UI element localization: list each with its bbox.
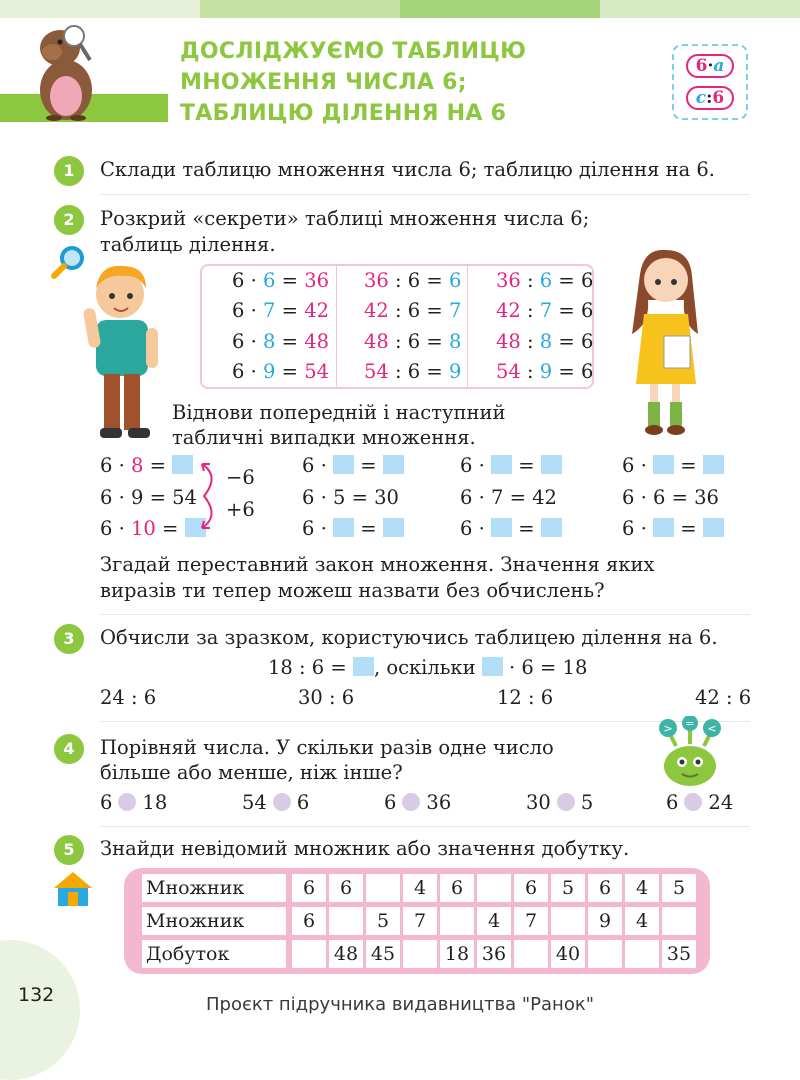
table-cell: 4 <box>625 907 659 935</box>
answer-square[interactable] <box>333 455 354 474</box>
compare-circle[interactable] <box>402 793 420 811</box>
divider <box>100 194 750 195</box>
div-fact: 36 : 6 = 6 <box>364 269 462 292</box>
answer-square[interactable] <box>383 518 404 537</box>
plus-six-label: +6 <box>226 498 255 521</box>
table-cell: 4 <box>625 874 659 902</box>
div-fact: 42 : 7 = 6 <box>496 299 594 323</box>
task-3-number: 3 <box>54 624 84 654</box>
law-question-line-2: виразів ти тепер можеш назвати без обчислень? <box>100 579 605 602</box>
topic-badge <box>672 44 748 120</box>
answer-square[interactable] <box>541 518 562 537</box>
blank-equation: 6 · = <box>302 516 404 542</box>
compare-pair: 6 36 <box>384 791 452 814</box>
task-2-number: 2 <box>54 205 84 235</box>
div1-column <box>364 266 461 387</box>
answer-square[interactable] <box>541 455 562 474</box>
task-3-sample: 18 : 6 = , оскільки · 6 = 18 <box>268 656 588 679</box>
table-cell: 48 <box>329 940 363 968</box>
div-fact: 48 : 8 = 6 <box>496 329 594 353</box>
table-cell[interactable] <box>477 874 511 902</box>
answer-square[interactable] <box>491 455 512 474</box>
monster-mascot-illustration <box>654 716 726 788</box>
answer-square[interactable] <box>703 455 724 474</box>
table-cell: 9 <box>588 907 622 935</box>
compare-pair: 30 5 <box>526 791 594 814</box>
mult-fact: 6 · 9 = 54 <box>232 359 330 383</box>
task-2-text-line-2: таблиць ділення. <box>100 233 276 256</box>
blank-equation: 6 · = <box>622 453 724 479</box>
svg-text:=: = <box>685 717 695 730</box>
restore-instruction-line-1: Віднови попередній і наступний <box>172 401 506 424</box>
div-fact: 54 : 6 = 9 <box>364 359 462 383</box>
title-line-1: ДОСЛІДЖУЄМО ТАБЛИЦЮ <box>180 39 527 64</box>
task-2-text-line-1: Розкрий «секрети» таблиці множення числа 6; <box>100 207 590 230</box>
svg-text:>: > <box>663 722 673 735</box>
top-strip-2 <box>200 0 400 18</box>
answer-square[interactable] <box>482 657 503 676</box>
capybara-mascot-illustration <box>30 22 110 122</box>
answer-square[interactable] <box>491 518 512 537</box>
task-1-text: Склади таблицю множення числа 6; таблицю ділення на 6. <box>100 158 715 181</box>
compare-circle[interactable] <box>684 793 702 811</box>
divider <box>100 721 750 722</box>
page-number: 132 <box>18 984 55 1006</box>
task-3-text: Обчисли за зразком, користуючись таблицею ділення на 6. <box>100 626 718 649</box>
group-equation: 6 · 6 = 36 <box>622 486 719 509</box>
answer-square[interactable] <box>703 518 724 537</box>
table-cell: 6 <box>514 874 548 902</box>
table-cell[interactable] <box>551 907 585 935</box>
divider <box>100 826 750 827</box>
compare-circle[interactable] <box>557 793 575 811</box>
table-cell: 40 <box>551 940 585 968</box>
table-cell[interactable] <box>588 940 622 968</box>
table-cell: 5 <box>662 874 696 902</box>
mult-fact: 6 · 6 = 36 <box>232 269 330 292</box>
div-fact: 48 : 6 = 8 <box>364 329 462 353</box>
table-cell[interactable] <box>292 940 326 968</box>
row-label: Множник <box>142 874 286 902</box>
blank-equation: 6 · = <box>460 453 562 479</box>
table-cell: 6 <box>588 874 622 902</box>
task-4-number: 4 <box>54 734 84 764</box>
row-label: Добуток <box>142 940 286 968</box>
facts-table-divider <box>336 266 337 387</box>
footer-text: Проєкт підручника видавництва "Ранок" <box>205 994 594 1015</box>
table-cell[interactable] <box>440 907 474 935</box>
title-line-3: ТАБЛИЦЮ ДІЛЕННЯ НА 6 <box>180 101 507 126</box>
table-cell: 6 <box>440 874 474 902</box>
homework-house-icon <box>52 870 94 908</box>
div2-column <box>496 266 593 387</box>
group-equation: 6 · 5 = 30 <box>302 486 399 509</box>
factor-table <box>124 868 710 974</box>
table-cell: 7 <box>403 907 437 935</box>
top-strip-1 <box>0 0 200 18</box>
table-cell: 7 <box>514 907 548 935</box>
table-cell: 4 <box>403 874 437 902</box>
table-cell: 45 <box>366 940 400 968</box>
division-expression: 24 : 6 <box>100 686 157 709</box>
facts-table-divider <box>467 266 468 387</box>
answer-square[interactable] <box>172 455 193 474</box>
table-cell: 5 <box>551 874 585 902</box>
example-mid: 6 · 9 = 54 <box>100 486 197 509</box>
table-cell[interactable] <box>514 940 548 968</box>
example-bottom: 6 · 10 = <box>100 516 206 542</box>
answer-square[interactable] <box>653 455 674 474</box>
example-top: 6 · 8 = <box>100 453 193 479</box>
answer-square[interactable] <box>353 657 374 676</box>
compare-pair: 6 18 <box>100 791 168 814</box>
compare-circle[interactable] <box>118 793 136 811</box>
restore-instruction-line-2: табличні випадки множення. <box>172 426 476 449</box>
compare-pair: 54 6 <box>242 791 310 814</box>
div-fact: 36 : 6 = 6 <box>496 269 594 292</box>
table-cell: 4 <box>477 907 511 935</box>
title-line-2: МНОЖЕННЯ ЧИСЛА 6; <box>180 70 467 95</box>
mult-column <box>232 266 329 387</box>
task-5-text: Знайди невідомий множник або значення добутку. <box>100 837 630 860</box>
answer-square[interactable] <box>333 518 354 537</box>
answer-square[interactable] <box>653 518 674 537</box>
group-equation: 6 · 7 = 42 <box>460 486 557 509</box>
row-label: Множник <box>142 907 286 935</box>
table-cell[interactable] <box>329 907 363 935</box>
table-cell: 6 <box>292 907 326 935</box>
badge-line-2: c:6 <box>686 86 734 110</box>
blank-equation: 6 · = <box>460 516 562 542</box>
table-cell: 36 <box>477 940 511 968</box>
task-4-text-line-2: більше або менше, ніж інше? <box>100 761 403 784</box>
compare-pair: 6 24 <box>666 791 734 814</box>
task-5-number: 5 <box>54 835 84 865</box>
facts-table <box>200 264 594 389</box>
table-cell[interactable] <box>625 940 659 968</box>
mult-fact: 6 · 8 = 48 <box>232 329 330 353</box>
girl-illustration <box>620 244 710 440</box>
mult-fact: 6 · 7 = 42 <box>232 299 330 323</box>
blank-equation: 6 · = <box>302 453 404 479</box>
boy-illustration <box>80 258 170 448</box>
answer-square[interactable] <box>383 455 404 474</box>
division-expression: 42 : 6 <box>695 686 752 709</box>
svg-text:<: < <box>707 722 717 735</box>
table-cell: 18 <box>440 940 474 968</box>
table-cell[interactable] <box>662 907 696 935</box>
law-question-line-1: Згадай переставний закон множення. Значення яких <box>100 553 655 576</box>
table-cell: 6 <box>292 874 326 902</box>
div-fact: 54 : 9 = 6 <box>496 359 594 383</box>
lesson-title <box>180 36 600 129</box>
table-cell: 6 <box>329 874 363 902</box>
task-4-text-line-1: Порівняй числа. У скільки разів одне число <box>100 736 554 759</box>
top-strip-3 <box>400 0 600 18</box>
table-cell: 35 <box>662 940 696 968</box>
division-expression: 30 : 6 <box>298 686 355 709</box>
badge-line-1: 6·a <box>686 54 734 78</box>
div-fact: 42 : 6 = 7 <box>364 299 462 323</box>
compare-circle[interactable] <box>273 793 291 811</box>
blank-equation: 6 · = <box>622 516 724 542</box>
task-1-number: 1 <box>54 156 84 186</box>
step-arrows <box>198 460 228 532</box>
top-strip-4 <box>600 0 800 18</box>
table-cell[interactable] <box>403 940 437 968</box>
table-cell: 5 <box>366 907 400 935</box>
table-cell[interactable] <box>366 874 400 902</box>
division-expression: 12 : 6 <box>497 686 554 709</box>
minus-six-label: −6 <box>226 466 255 489</box>
divider <box>100 614 750 615</box>
